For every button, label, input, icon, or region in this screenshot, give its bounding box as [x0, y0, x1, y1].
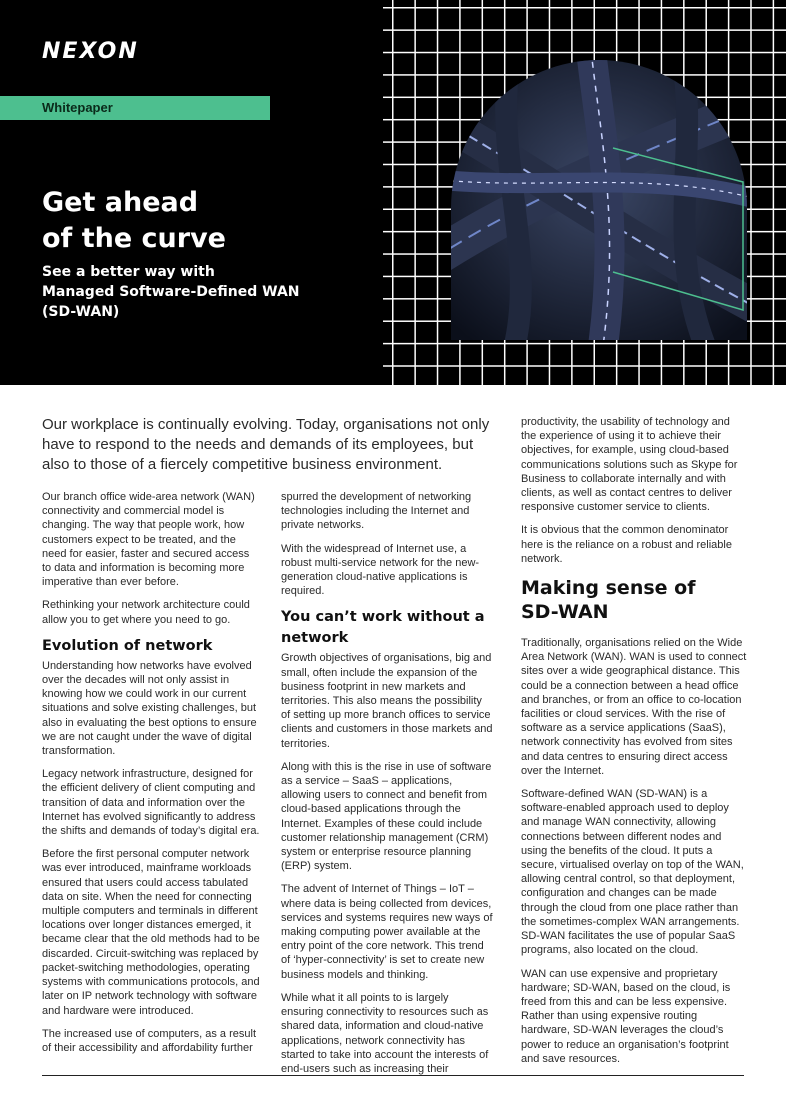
col2-paragraph-5: The advent of Internet of Things – IoT – where data is being collected from devices, services and systems requires new ways of making computing power available at the entry point of the core network. This trend of ‘hyper-connectivity’ is set to create new business models and thinking.	[281, 883, 493, 981]
header-banner	[0, 0, 786, 385]
heading-cant-work-without-network: You can’t work without a network	[281, 609, 485, 647]
col3-paragraph-3: Traditionally, organisations relied on the Wide Area Network (WAN). WAN is used to connect sites over a wide geographical distance. This could be a connection between a head office and branches, or from an office to co-location facilities or cloud services. With the rise of software as a service applications (SaaS), network connectivity has evolved from sites and data centres to ensuring direct access over the Internet.	[521, 637, 747, 777]
col1-paragraph-4: Legacy network infrastructure, designed for the efficient delivery of client computing and transition of data and information over the Internet has evolved significantly to address the shifts and demands of today’s digital era.	[42, 768, 260, 838]
highway-illustration	[451, 60, 747, 340]
page-title: Get ahead of the curve	[42, 187, 226, 254]
col1-paragraph-3: Understanding how networks have evolved over the decades will not only assist in knowing how we could work in our current situations and solve existing challenges, but also in evaluating the best options to ensure we are not caught under the wave of digital transformation.	[42, 659, 257, 758]
column-3	[521, 415, 747, 1075]
page-subtitle: See a better way with Managed Software-Defined WAN (SD-WAN)	[42, 264, 300, 320]
intro-paragraph: Our workplace is continually evolving. Today, organisations not only have to respond to the needs and demands of its employees, but also to those of a fiercely competitive business environment.	[42, 416, 490, 473]
heading-making-sense-of-sd-wan: Making sense of SD-WAN	[521, 577, 696, 624]
footer-divider	[42, 1075, 744, 1076]
col1-paragraph-1: Our branch office wide-area network (WAN) connectivity and commercial model is changing. The way that people work, how customers expect to be treated, and the need for easier, faster and secured access to data and information is becoming more imperative than ever before.	[42, 491, 255, 589]
nexon-logo: NEXON	[42, 39, 139, 64]
col1-paragraph-5: Before the first personal computer network was ever introduced, mainframe workloads ensured that users could access tabulated data on site. When the need for connecting multiple computers and terminals in different locations over longer distances emerged, it became clear that the old methods had to be discarded. Circuit-switching was replaced by packet-switching methodologies, operating systems with communications protocols, and later on IP network technology with software and hardware were introduced.	[42, 848, 260, 1017]
col2-paragraph-2: With the widespread of Internet use, a robust multi-service network for the new-generation cloud-native applications is required.	[281, 542, 480, 598]
col2-paragraph-3: Growth objectives of organisations, big and small, often include the expansion of the business footprint in new markets and territories. This also means the possibility of setting up more branch offices to service clients and customers in those markets and territories.	[281, 652, 493, 750]
col3-paragraph-2: It is obvious that the common denominator here is the reliance on a robust and reliable network.	[521, 524, 732, 565]
col1-paragraph-6: The increased use of computers, as a result of their accessibility and affordability further	[42, 1027, 256, 1054]
heading-evolution-of-network: Evolution of network	[42, 637, 213, 654]
highway-image	[451, 60, 747, 340]
col2-paragraph-4: Along with this is the rise in use of software as a service – SaaS – applications, allowing users to connect and benefit from cloud-based applications through the Internet. Examples of these could include customer relationship management (CRM) system or enterprise resource planning (ERP) system.	[281, 760, 492, 873]
column-1	[42, 490, 260, 1064]
col1-paragraph-2: Rethinking your network architecture could allow you to get where you need to go.	[42, 599, 250, 626]
whitepaper-tag: Whitepaper	[0, 96, 270, 120]
col2-paragraph-6: While what it all points to is largely ensuring connectivity to resources such as shared data, information and cloud-native applications, network connectivity has started to take into account the interests of end-users such as increasing their	[281, 991, 489, 1075]
col3-paragraph-1: productivity, the usability of technology and the experience of using it to achieve their objectives, for example, using cloud-based communications solutions such as Skype for Business to collaborate internally and with clients, as well as contact centres to deliver responsive customer service to clients.	[521, 416, 738, 514]
col2-paragraph-1: spurred the development of networking technologies including the Internet and private networks.	[281, 491, 472, 532]
col3-paragraph-4: Software-defined WAN (SD-WAN) is a software-enabled approach used to deploy and manage WAN connectivity, allowing connections between different nodes and using the benefits of the cloud. It puts a secure, virtualised overlay on top of the WAN, allowing central control, so that deployment, configuration and changes can be made through the cloud from one place rather than the sometimes-complex WAN arrangements. SD-WAN facilitates the use of popular SaaS programs, also located on the cloud.	[521, 788, 744, 957]
col3-paragraph-5: WAN can use expensive and proprietary hardware; SD-WAN, based on the cloud, is freed from this and can be less expensive. Rather than using expensive routing hardware, SD-WAN leverages the cloud’s power to reduce an organisation’s footprint and save resources.	[521, 967, 731, 1065]
column-2	[281, 490, 493, 1085]
